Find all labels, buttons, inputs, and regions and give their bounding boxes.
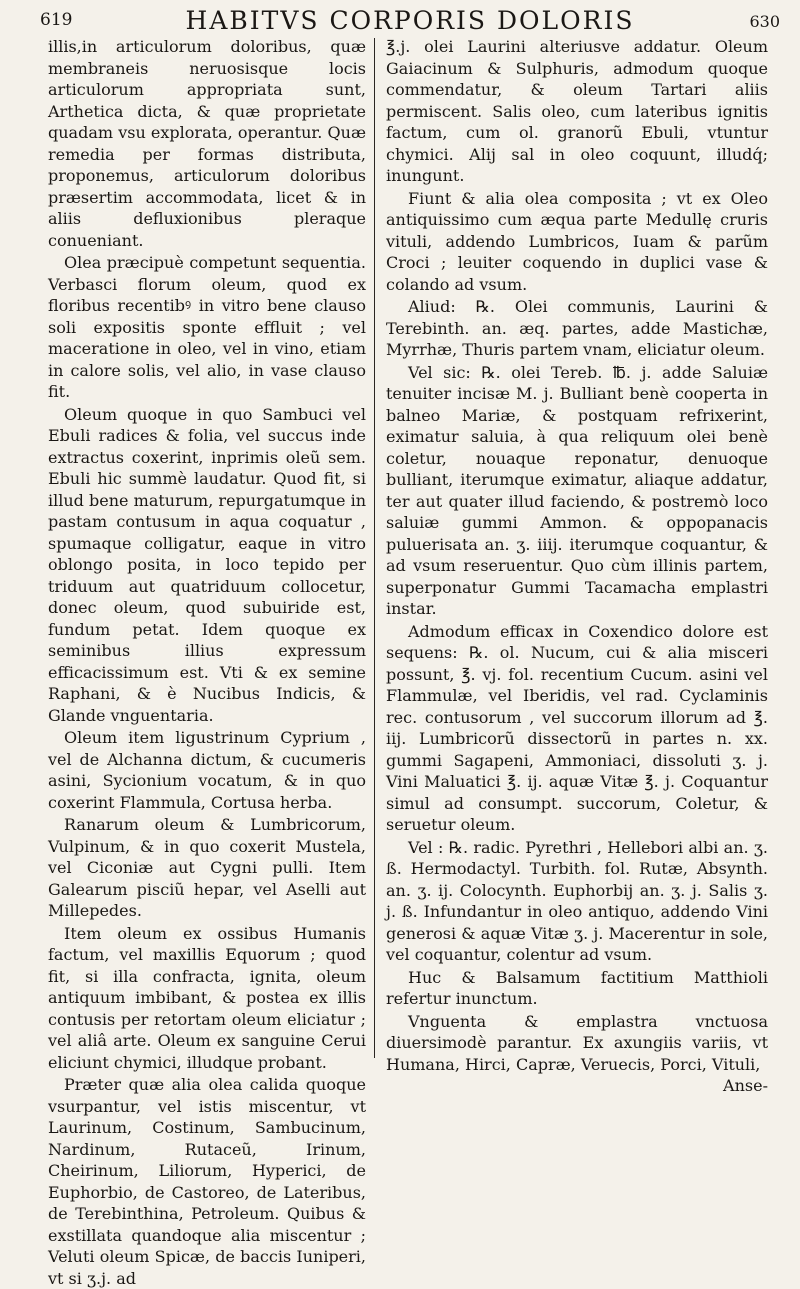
catchword: Anse-: [723, 1076, 768, 1095]
paragraph: Aliud: ℞. Olei communis, Laurini & Terebinth. an. æq. partes, adde Mastichæ, Myrrhæ, Thuris partem vnam, eliciatur oleum.: [386, 297, 768, 359]
paragraph: Vnguenta & emplastra vnctuosa diuersimodè parantur. Ex axungiis variis, vt Humana, Hirci, Capræ, Veruecis, Porci, Vituli,: [386, 1011, 768, 1074]
paragraph: Oleum item ligustrinum Cyprium , vel de Alchanna dictum, & cucumeris asini, Sycionium vocatum, & in quo coxerint Flammula, Cortusa herba.: [48, 728, 366, 812]
paragraph: Fiunt & alia olea composita ; vt ex Oleo antiquissimo cum æqua parte Medullę cruris vituli, addendo Lumbricos, Iuam & parũm Croci ; leuiter coquendo in duplici vase & colando ad vsum.: [386, 188, 768, 294]
paragraph: illis,in articulorum doloribus, quæ membraneis neruosisque locis articulorum appropriata sunt, Arthetica dicta, & quæ proprietate quadam vsu explorata, operantur. Quæ remedia per formas distributa, proponemus, articulorum doloribus præsertim accommodata, licet & in aliis defluxionibus pleraque conueniant.: [48, 37, 366, 250]
running-head: HABITVS CORPORIS DOLORIS: [185, 6, 635, 35]
paragraph: Ranarum oleum & Lumbricorum, Vulpinum, & in quo coxerit Mustela, vel Ciconiæ aut Cygni pulli. Item Galearum pisciũ hepar, vel Aselli aut Millepedes.: [48, 815, 366, 920]
right-column: [386, 36, 768, 1097]
paragraph: Olea præcipuè competunt sequentia. Verbasci florum oleum, quod ex floribus recentibꝰ in vitro bene clauso soli expositis sponte effluit ; vel maceratione in oleo, vel in vino, etiam in calore solis, vel alio, in vase clauso fit.: [48, 253, 366, 401]
left-column: [48, 36, 366, 1289]
right-page-number: 630: [749, 12, 780, 31]
paragraph: Item oleum ex ossibus Humanis factum, vel maxillis Equorum ; quod fit, si illa confracta, ignita, oleum antiquum imbibant, & postea ex illis contusis per retortam oleum eliciatur ; vel aliâ arte. Oleum ex sanguine Cerui eliciunt chymici, illudque probant.: [48, 923, 366, 1072]
paragraph: Vel sic: ℞. olei Tereb. ℔. j. adde Saluiæ tenuiter incisæ M. j. Bulliant benè cooperta in balneo Mariæ, & postquam refrixerint, eximatur saluia, à qua reliquum olei benè coletur, nouaque reponatur, denuoque bulliant, iterumque eximatur, aliaque addatur, ter aut quater illud faciendo, & postremò loco saluiæ gummi Ammon. & oppopanacis puluerisata an. ʒ. iiij. iterumque coquantur, & ad vsum reseruentur. Quo cùm illinis partem, superponatur Gummi Tacamacha emplastri instar.: [386, 362, 768, 618]
paragraph: Huc & Balsamum factitium Matthioli refertur inunctum.: [386, 967, 768, 1008]
paragraph: Oleum quoque in quo Sambuci vel Ebuli radices & folia, vel succus inde extractus coxerint, inprimis oleũ sem. Ebuli hic summè laudatur. Quod fit, si illud bene maturum, repurgatumque in pastam contusum in aqua coquatur , spumaque colligatur, eaque in vitro oblongo posita, in loco tepido per triduum aut quatriduum collocetur, donec oleum, quod subuiride est, fundum petat. Idem quoque ex seminibus illius expressum efficacissimum est. Vti & ex semine Raphani, & è Nucibus Indicis, & Glande vnguentaria.: [48, 404, 366, 725]
left-page-number: 619: [40, 10, 73, 30]
page-header: [40, 6, 780, 36]
paragraph: Præter quæ alia olea calida quoque vsurpantur, vel istis miscentur, vt Laurinum, Costinum, Sambucinum, Nardinum, Rutaceũ, Irinum, Cheirinum, Liliorum, Hyperici, de Euphorbio, de Castoreo, de Lateribus, de Terebinthina, Petroleum. Quibus & exstillata quandoque alia miscentur ; Veluti oleum Spicæ, de baccis Iuniperi, vt si ʒ.j. ad: [48, 1075, 366, 1288]
paragraph: Admodum efficax in Coxendico dolore est sequens: ℞. ol. Nucum, cui & alia misceri possunt, ℥. vj. fol. recentium Cucum. asini vel Flammulæ, vel Iberidis, vel rad. Cyclaminis rec. contusorum , vel succorum illorum ad ℥. iij. Lumbricorũ dissectorũ in partes n. xx. gummi Sagapeni, Ammoniaci, dissoluti ʒ. j. Vini Maluatici ℥. ij. aquæ Vitæ ℥. j. Coquantur simul ad consumpt. succorum, Coletur, & seruetur oleum.: [386, 621, 768, 834]
paragraph: Vel : ℞. radic. Pyrethri , Hellebori albi an. ʒ. ß. Hermodactyl. Turbith. fol. Rutæ, Absynth. an. ʒ. ij. Colocynth. Euphorbij an. ʒ. j. Salis ʒ. j. ß. Infundantur in oleo antiquo, addendo Vini generosi & aquæ Vitæ ʒ. j. Macerentur in sole, vel coquantur, colentur ad vsum.: [386, 837, 768, 964]
column-divider: [374, 38, 375, 1058]
paragraph: ℥.j. olei Laurini alteriusve addatur. Oleum Gaiacinum & Sulphuris, admodum quoque commendatur, & oleum Tartari aliis permiscent. Salis oleo, cum lateribus ignitis factum, cum ol. granorũ Ebuli, vtuntur chymici. Alij sal in oleo coquunt, illudq́; inungunt.: [386, 37, 768, 185]
